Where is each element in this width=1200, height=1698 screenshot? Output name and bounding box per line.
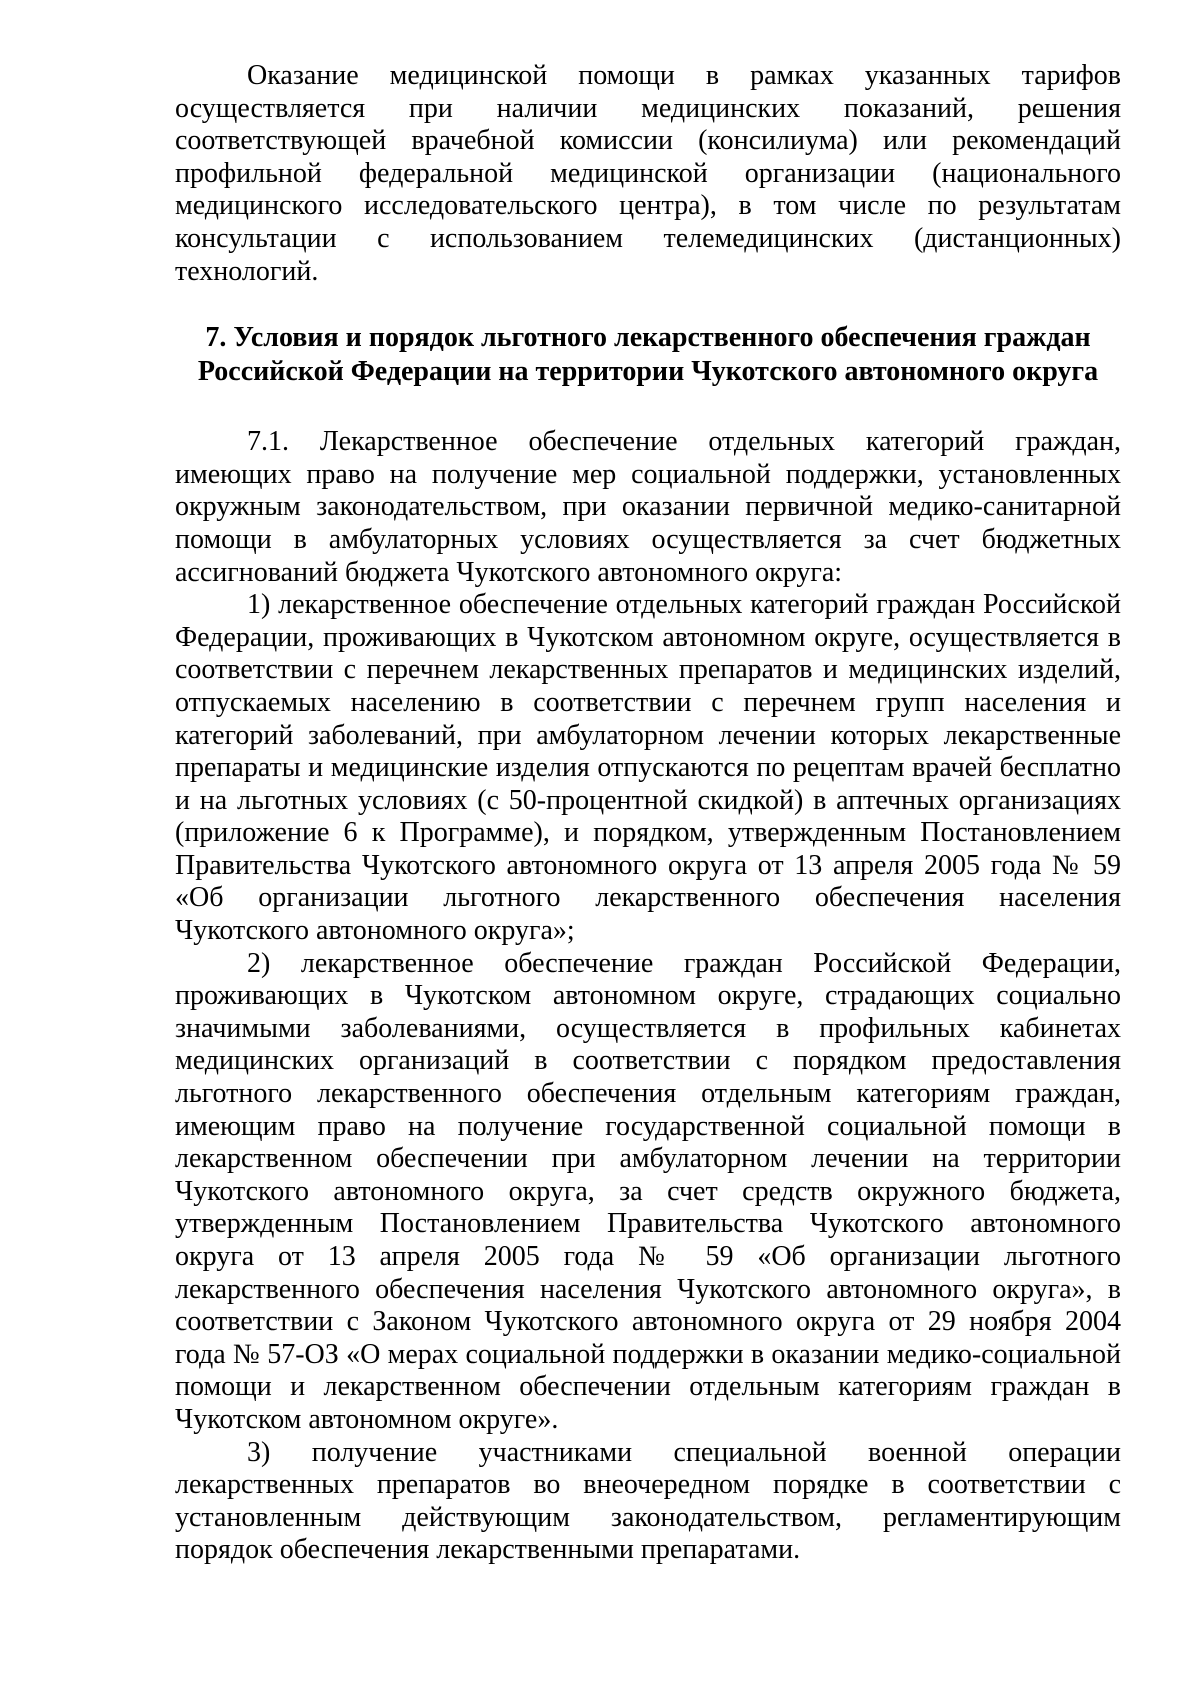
list-item-2: 2) лекарственное обеспечение граждан Российской Федерации, проживающих в Чукотском автономном округе, страдающих социально значимыми заболеваниями, осуществляется в профильных кабинетах медицинских организаций в соответствии с порядком предоставления льготного лекарственного обеспечения отдельным категориям граждан, имеющим право на получение государственной социальной помощи в лекарственном обеспечении при амбулаторном лечении на территории Чукотского автономного округа, за счет средств окружного бюджета, утвержденным Постановлением Правительства Чукотского автономного округа от 13 апреля 2005 года № 59 «Об организации льготного лекарственного обеспечения населения Чукотского автономного округа», в соответствии с Законом Чукотского автономного округа от 29 ноября 2004 года № 57-ОЗ «О мерах социальной поддержки в оказании медико-социальной помощи и лекарственном обеспечении отдельным категориям граждан в Чукотском автономном округе». [175,947,1121,1435]
section-heading: 7. Условия и порядок льготного лекарственного обеспечения граждан Российской Федерации на территории Чукотского автономного округа [197,322,1099,388]
document-page [175,60,1121,1567]
list-item-3: 3) получение участниками специальной военной операции лекарственных препаратов во внеочередном порядке в соответствии с установленным действующим законодательством, регламентирующим порядок обеспечения лекарственными препаратами. [175,1436,1121,1566]
list-item-1: 1) лекарственное обеспечение отдельных категорий граждан Российской Федерации, проживающих в Чукотском автономном округе, осуществляется в соответствии с перечнем лекарственных препаратов и медицинских изделий, отпускаемых населению в соответствии с перечнем групп населения и категорий заболеваний, при амбулаторном лечении которых лекарственные препараты и медицинские изделия отпускаются по рецептам врачей бесплатно и на льготных условиях (с 50-процентной скидкой) в аптечных организациях (приложение 6 к Программе), и порядком, утвержденным Постановлением Правительства Чукотского автономного округа от 13 апреля 2005 года № 59 «Об организации льготного лекарственного обеспечения населения Чукотского автономного округа»; [175,589,1121,947]
paragraph-7-1: 7.1. Лекарственное обеспечение отдельных категорий граждан, имеющих право на получение мер социальной поддержки, установленных окружным законодательством, при оказании первичной медико-санитарной помощи в амбулаторных условиях осуществляется за счет бюджетных ассигнований бюджета Чукотского автономного округа: [175,426,1121,588]
intro-paragraph: Оказание медицинской помощи в рамках указанных тарифов осуществляется при наличии медицинских показаний, решения соответствующей врачебной комиссии (консилиума) или рекомендаций профильной федеральной медицинской организации (национального медицинского исследовательского центра), в том числе по результатам консультации с использованием телемедицинских (дистанционных) технологий. [175,60,1121,287]
